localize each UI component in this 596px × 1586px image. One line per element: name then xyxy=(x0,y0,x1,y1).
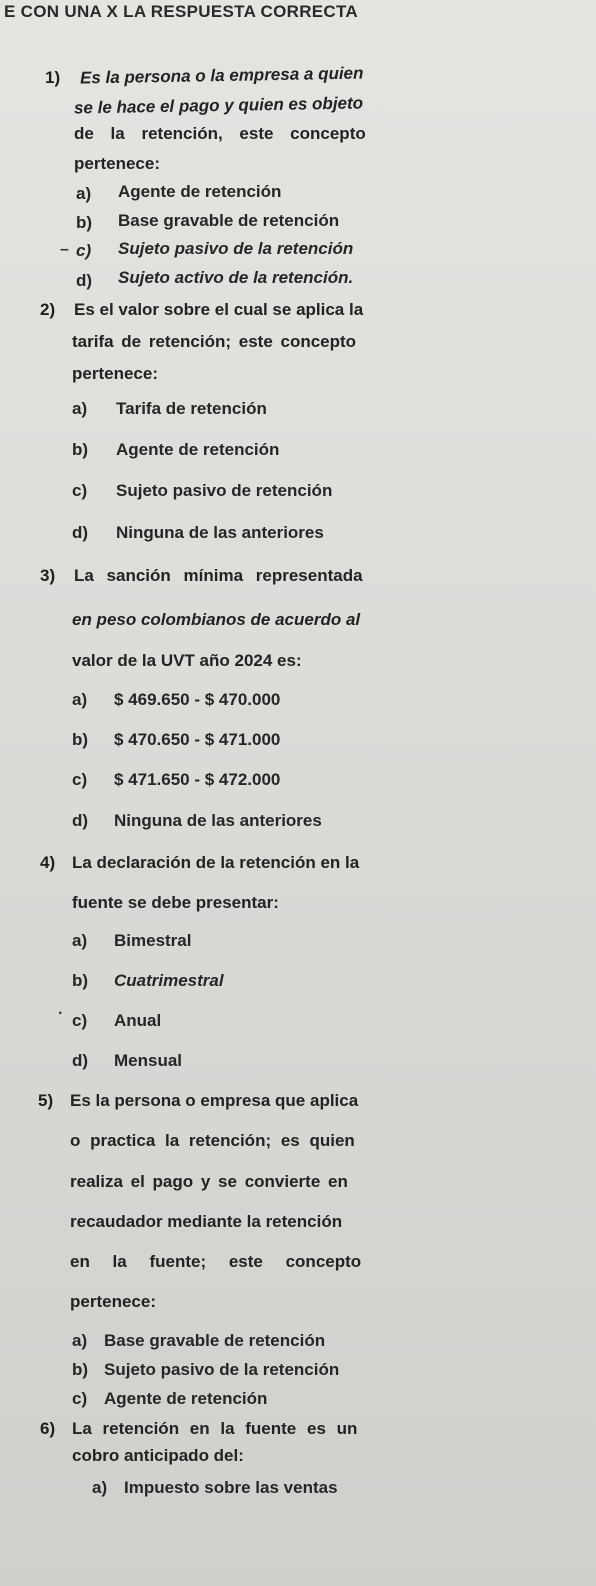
option-letter[interactable]: c) xyxy=(72,1389,88,1408)
option-text: Bimestral xyxy=(114,931,192,950)
option-letter[interactable]: a) xyxy=(72,399,88,418)
option-text: Base gravable de retención xyxy=(104,1331,326,1350)
question-number: 6) xyxy=(40,1419,56,1438)
option-text: $ 471.650 - $ 472.000 xyxy=(114,770,281,789)
question-text-line: valor de la UVT año 2024 es: xyxy=(72,651,302,670)
answer-mark: · xyxy=(58,1005,64,1022)
option-letter[interactable]: d) xyxy=(72,811,89,830)
question-text-line: pertenece: xyxy=(74,154,160,173)
question-text-line: Es la persona o empresa que aplica xyxy=(70,1091,359,1110)
question-text-line: tarifa de retención; este concepto xyxy=(72,332,357,351)
option-text: Ninguna de las anteriores xyxy=(116,523,324,542)
option-text: Agente de retención xyxy=(116,440,280,459)
option-letter[interactable]: d) xyxy=(76,271,93,290)
question-text-line: o practica la retención; es quien xyxy=(70,1131,355,1150)
question-number: 4) xyxy=(40,853,56,872)
option-letter[interactable]: b) xyxy=(72,440,89,459)
option-letter[interactable]: d) xyxy=(72,1051,89,1070)
option-letter[interactable]: b) xyxy=(72,730,89,749)
option-text: $ 469.650 - $ 470.000 xyxy=(114,690,281,709)
option-text: Anual xyxy=(114,1011,162,1030)
question-number: 3) xyxy=(40,566,56,585)
option-text: Sujeto activo de la retención. xyxy=(118,268,354,287)
question-text-line: Es la persona o la empresa a quien xyxy=(79,63,364,88)
question-number: 5) xyxy=(38,1091,54,1110)
option-text: Ninguna de las anteriores xyxy=(114,811,322,830)
option-text: Sujeto pasivo de la retención xyxy=(104,1360,340,1379)
option-text: Base gravable de retención xyxy=(118,211,340,230)
question-text-line: en peso colombianos de acuerdo al xyxy=(72,610,361,629)
question-text-line: La sanción mínima representada xyxy=(74,566,363,585)
option-text: Impuesto sobre las ventas xyxy=(124,1478,338,1497)
question-text-line: pertenece: xyxy=(72,364,158,383)
option-letter[interactable]: c) xyxy=(72,770,88,789)
option-letter[interactable]: b) xyxy=(76,213,93,232)
option-text: Agente de retención xyxy=(118,182,282,201)
answer-mark: – xyxy=(60,241,69,258)
option-letter[interactable]: c) xyxy=(72,481,88,500)
question-text-line: recaudador mediante la retención xyxy=(70,1212,343,1231)
option-text: Mensual xyxy=(114,1051,183,1070)
question-text-line: de la retención, este concepto xyxy=(74,124,366,143)
question-text-line: en la fuente; este concepto xyxy=(70,1252,362,1271)
option-letter[interactable]: b) xyxy=(72,971,89,990)
option-letter[interactable]: c) xyxy=(72,1011,88,1030)
question-text-line: se le hace el pago y quien es objeto xyxy=(73,93,364,118)
option-letter[interactable]: a) xyxy=(72,690,88,709)
option-letter[interactable]: b) xyxy=(72,1360,89,1379)
question-text-line: cobro anticipado del: xyxy=(72,1446,244,1465)
option-text: Agente de retención xyxy=(104,1389,268,1408)
question-text-line: pertenece: xyxy=(70,1292,156,1311)
option-letter[interactable]: a) xyxy=(72,931,88,950)
question-text-line: La retención en la fuente es un xyxy=(72,1419,358,1438)
option-text: $ 470.650 - $ 471.000 xyxy=(114,730,281,749)
option-letter[interactable]: a) xyxy=(76,184,92,203)
option-text: Sujeto pasivo de retención xyxy=(116,481,333,500)
question-text-line: La declaración de la retención en la xyxy=(72,853,360,872)
option-letter[interactable]: d) xyxy=(72,523,89,542)
option-text: Tarifa de retención xyxy=(116,399,267,418)
option-letter[interactable]: c) xyxy=(76,241,92,260)
option-letter[interactable]: a) xyxy=(72,1331,88,1350)
question-text-line: realiza el pago y se convierte en xyxy=(70,1172,348,1191)
option-text: Sujeto pasivo de la retención xyxy=(118,239,354,258)
option-letter[interactable]: a) xyxy=(92,1478,108,1497)
question-text-line: fuente se debe presentar: xyxy=(72,893,279,912)
worksheet-header: E CON UNA X LA RESPUESTA CORRECTA xyxy=(4,2,359,21)
question-text-line: Es el valor sobre el cual se aplica la xyxy=(74,300,364,319)
option-text: Cuatrimestral xyxy=(114,971,224,990)
question-number: 2) xyxy=(40,300,56,319)
question-number: 1) xyxy=(45,68,61,87)
